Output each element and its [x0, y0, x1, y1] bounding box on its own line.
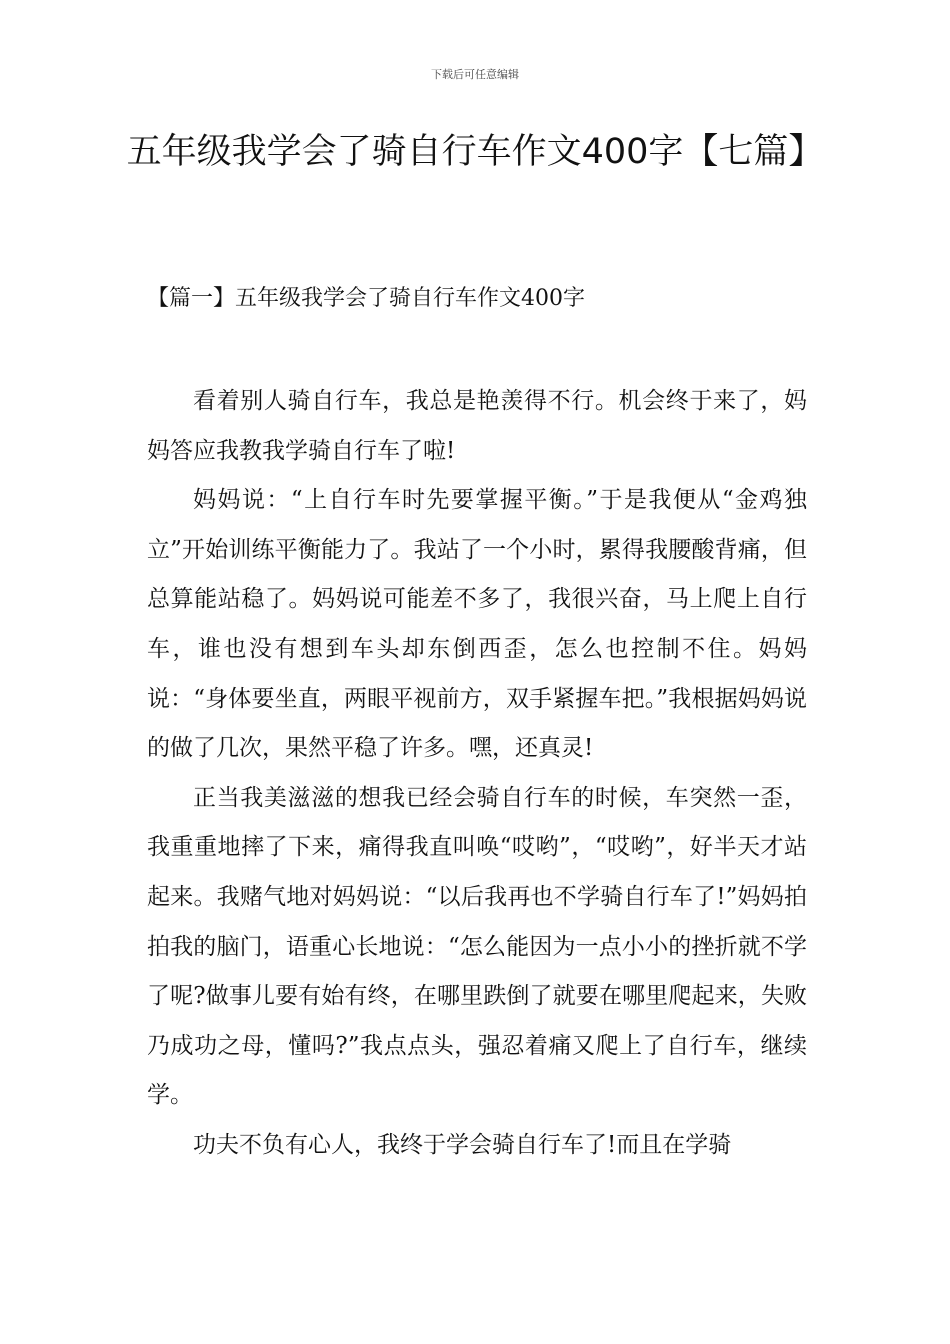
paragraph: 妈妈说：“上自行车时先要掌握平衡。”于是我便从“金鸡独立”开始训练平衡能力了。我站了一个小时，累得我腰酸背痛，但总算能站稳了。妈妈说可能差不多了，我很兴奋，马上爬上自行车，谁也没有想到车头却东倒西歪，怎么也控制不住。妈妈说：“身体要坐直，两眼平视前方，双手紧握车把。”我根据妈妈说的做了几次，果然平稳了许多。嘿，还真灵!: [147, 487, 807, 762]
paragraph: 看着别人骑自行车，我总是艳羡得不行。机会终于来了，妈妈答应我教我学骑自行车了啦!: [147, 388, 807, 464]
paragraph: 功夫不负有心人，我终于学会骑自行车了!而且在学骑: [193, 1131, 732, 1158]
document-title: 五年级我学会了骑自行车作文400字【七篇】: [126, 132, 824, 172]
header-note: 下载后可任意编辑: [431, 68, 519, 81]
article-body: [147, 377, 807, 1171]
paragraph: 正当我美滋滋的想我已经会骑自行车的时候，车突然一歪，我重重地摔了下来，痛得我直叫唤“哎哟”，“哎哟”，好半天才站起来。我赌气地对妈妈说：“以后我再也不学骑自行车了!”妈妈拍拍我的脑门，语重心长地说：“怎么能因为一点小小的挫折就不学了呢?做事儿要有始有终，在哪里跌倒了就要在哪里爬起来，失败乃成功之母，懂吗?”我点点头，强忍着痛又爬上了自行车，继续学。: [147, 784, 807, 1109]
section-heading: 【篇一】五年级我学会了骑自行车作文400字: [147, 286, 585, 311]
